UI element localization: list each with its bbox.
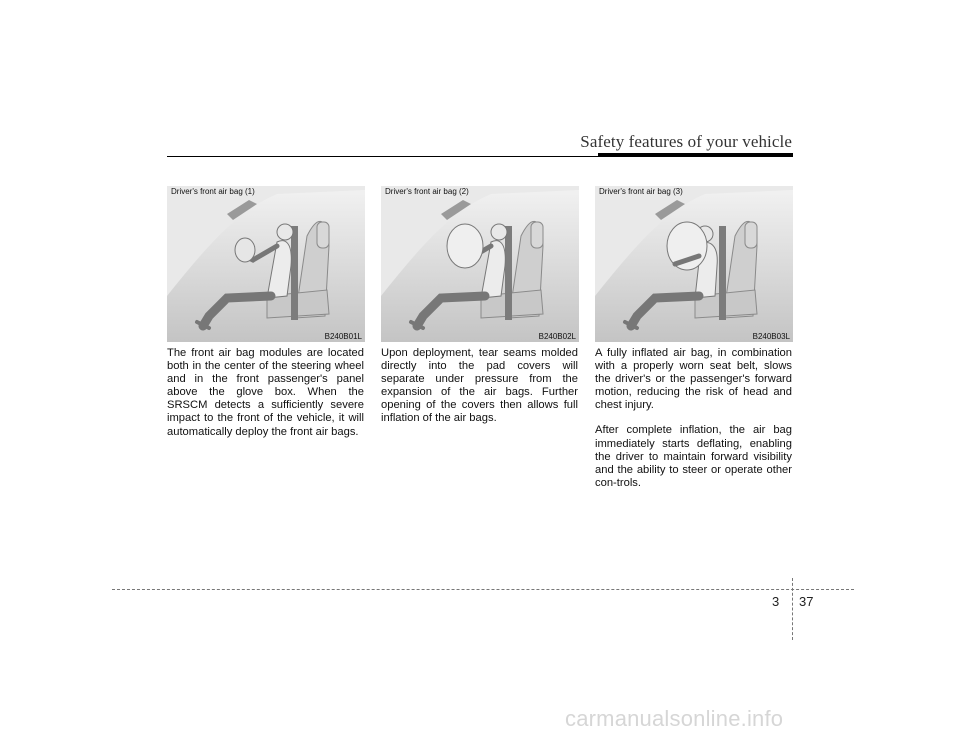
text-column-1 — [167, 347, 364, 451]
airbag-illustration-2 — [381, 186, 579, 342]
figure-airbag-2 — [381, 186, 579, 342]
figure-caption: Driver's front air bag (2) — [385, 187, 469, 196]
figure-caption: Driver's front air bag (1) — [171, 187, 255, 196]
figure-code: B240B03L — [752, 332, 790, 341]
header-rule-accent — [598, 153, 793, 157]
airbag-illustration-1 — [167, 186, 365, 342]
paragraph: A fully inflated air bag, in combination with a properly worn seat belt, slows the driver's or the passenger's forward motion, reducing the risk of head and chest injury. — [595, 347, 792, 412]
paragraph: After complete inflation, the air bag immediately starts deflating, enabling the driver to maintain forward visibility and the ability to steer or operate other con-trols. — [595, 424, 792, 489]
airbag-illustration-3 — [595, 186, 793, 342]
figure-code: B240B02L — [538, 332, 576, 341]
text-column-2 — [381, 347, 578, 438]
footer-rule — [112, 589, 854, 590]
watermark: carmanualsonline.info — [565, 706, 784, 731]
paragraph: The front air bag modules are located both in the center of the steering wheel and in the front passenger's panel above the glove box. When the SRSCM detects a sufficiently severe impact to the front of the vehicle, it will automatically deploy the front air bags. — [167, 347, 364, 438]
page-number: 37 — [799, 594, 814, 609]
text-column-3 — [595, 347, 792, 502]
footer-divider — [792, 578, 793, 640]
chapter-number: 3 — [772, 594, 780, 609]
figure-caption: Driver's front air bag (3) — [599, 187, 683, 196]
figure-code: B240B01L — [324, 332, 362, 341]
paragraph: Upon deployment, tear seams molded directly into the pad covers will separate under pressure from the expansion of the air bags. Further opening of the covers then allows full inflation of the air bags. — [381, 347, 578, 425]
section-title: Safety features of your vehicle — [580, 132, 792, 151]
figure-airbag-1 — [167, 186, 365, 342]
figure-airbag-3 — [595, 186, 793, 342]
